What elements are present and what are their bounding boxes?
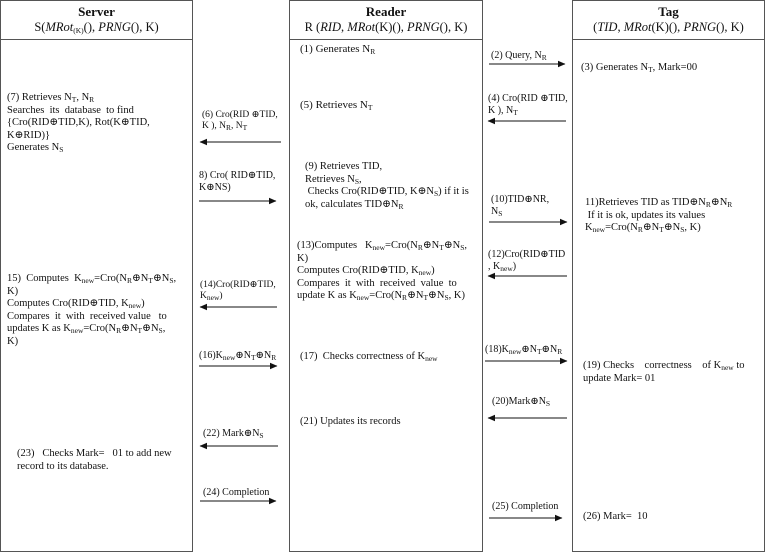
step-13: (13)Computes $K_{new}=Cro(N_R\oplus N_T\oplus N_S$, K) Computes Cro(RID⊕TID, $K_{new}$) Compares it with received value to update K as $K_{new}=Cro(N_R\oplus N_T\oplus N_S$, K) xyxy=(297,240,467,302)
step-1: (1) Generates $N_R$ xyxy=(300,43,376,56)
msg-8: 8) Cro( RID⊕TID, K⊕NS) xyxy=(199,170,276,193)
step-3: (3) Generates $N_T$, Mark=00 xyxy=(581,62,698,74)
reader-title: Reader xyxy=(365,4,407,19)
msg-18: $(18)K_{new}\oplus N_T\oplus N_R$ xyxy=(485,344,563,356)
msg-2: (2) Query, $N_R$ xyxy=(491,50,547,62)
tag-params: (TID, MRot(K)(), PRNG(), K) xyxy=(593,20,744,34)
step-23: (23) Checks Mark= 01 to add new record to its database. xyxy=(17,448,172,472)
msg-14: (14)Cro(RID⊕TID, $K_{new}$) xyxy=(200,280,276,302)
msg-10: (10)TID⊕NR, $N_S$ xyxy=(491,194,550,218)
reader-params: R (RID, MRot(K)(), PRNG(), K) xyxy=(304,20,468,34)
step-15: 15) Computes $K_{new}=Cro(N_R\oplus N_T\oplus N_S$, K) Computes Cro(RID⊕TID, $K_{new}$) Compares it with received value to updates K as $K_{new}=Cro(N_R\oplus N_T\oplus N_S$, K) xyxy=(7,273,177,347)
step-19: (19) Checks correctness of $K_{new}$ to update Mark= 01 xyxy=(583,360,745,384)
msg-4: (4) Cro(RID ⊕TID, K ), $N_T$ xyxy=(488,93,568,117)
msg-6: (6) Cro(RID ⊕TID, K ), $N_R$, $N_T$ xyxy=(202,110,278,132)
step-7: (7) Retrieves $N_T$, $N_R$ Searches its database to find {Cro(RID⊕TID,K), Rot(K⊕TID, K⊕RID)} Generates $N_S$ xyxy=(7,92,150,154)
msg-22: (22) $Mark\oplus N_S$ xyxy=(203,428,264,440)
msg-12: (12)Cro(RID⊕TID , $K_{new}$) xyxy=(488,249,566,273)
step-5: (5) Retrieves $N_T$ xyxy=(300,99,373,112)
step-11: 11)Retrieves TID as $TID\oplus N_R\oplus N_R$ If it is ok, updates its values $K_{new}=Cro(N_R\oplus N_T\oplus N_S$, K) xyxy=(585,197,733,234)
server-title: Server xyxy=(78,4,115,19)
step-26: (26) Mark= 10 xyxy=(583,511,648,522)
msg-25: (25) Completion xyxy=(492,501,559,512)
step-9: (9) Retrieves TID, Retrieves $N_S$, Checks Cro(RID⊕TID, $K\oplus N_S$) if it is ok, calculates $TID\oplus N_R$ xyxy=(305,161,469,211)
tag-title: Tag xyxy=(658,4,679,19)
msg-24: (24) Completion xyxy=(203,487,270,498)
server-params: S(MRot$_{(K)}$(), PRNG(), K) xyxy=(34,20,159,35)
msg-20: $(20)Mark\oplus N_S$ xyxy=(492,396,551,408)
msg-16: $(16)K_{new}\oplus N_T\oplus N_R$ xyxy=(199,350,277,362)
step-21: (21) Updates its records xyxy=(300,416,401,427)
step-17: (17) Checks correctness of $K_{new}$ xyxy=(300,351,438,363)
